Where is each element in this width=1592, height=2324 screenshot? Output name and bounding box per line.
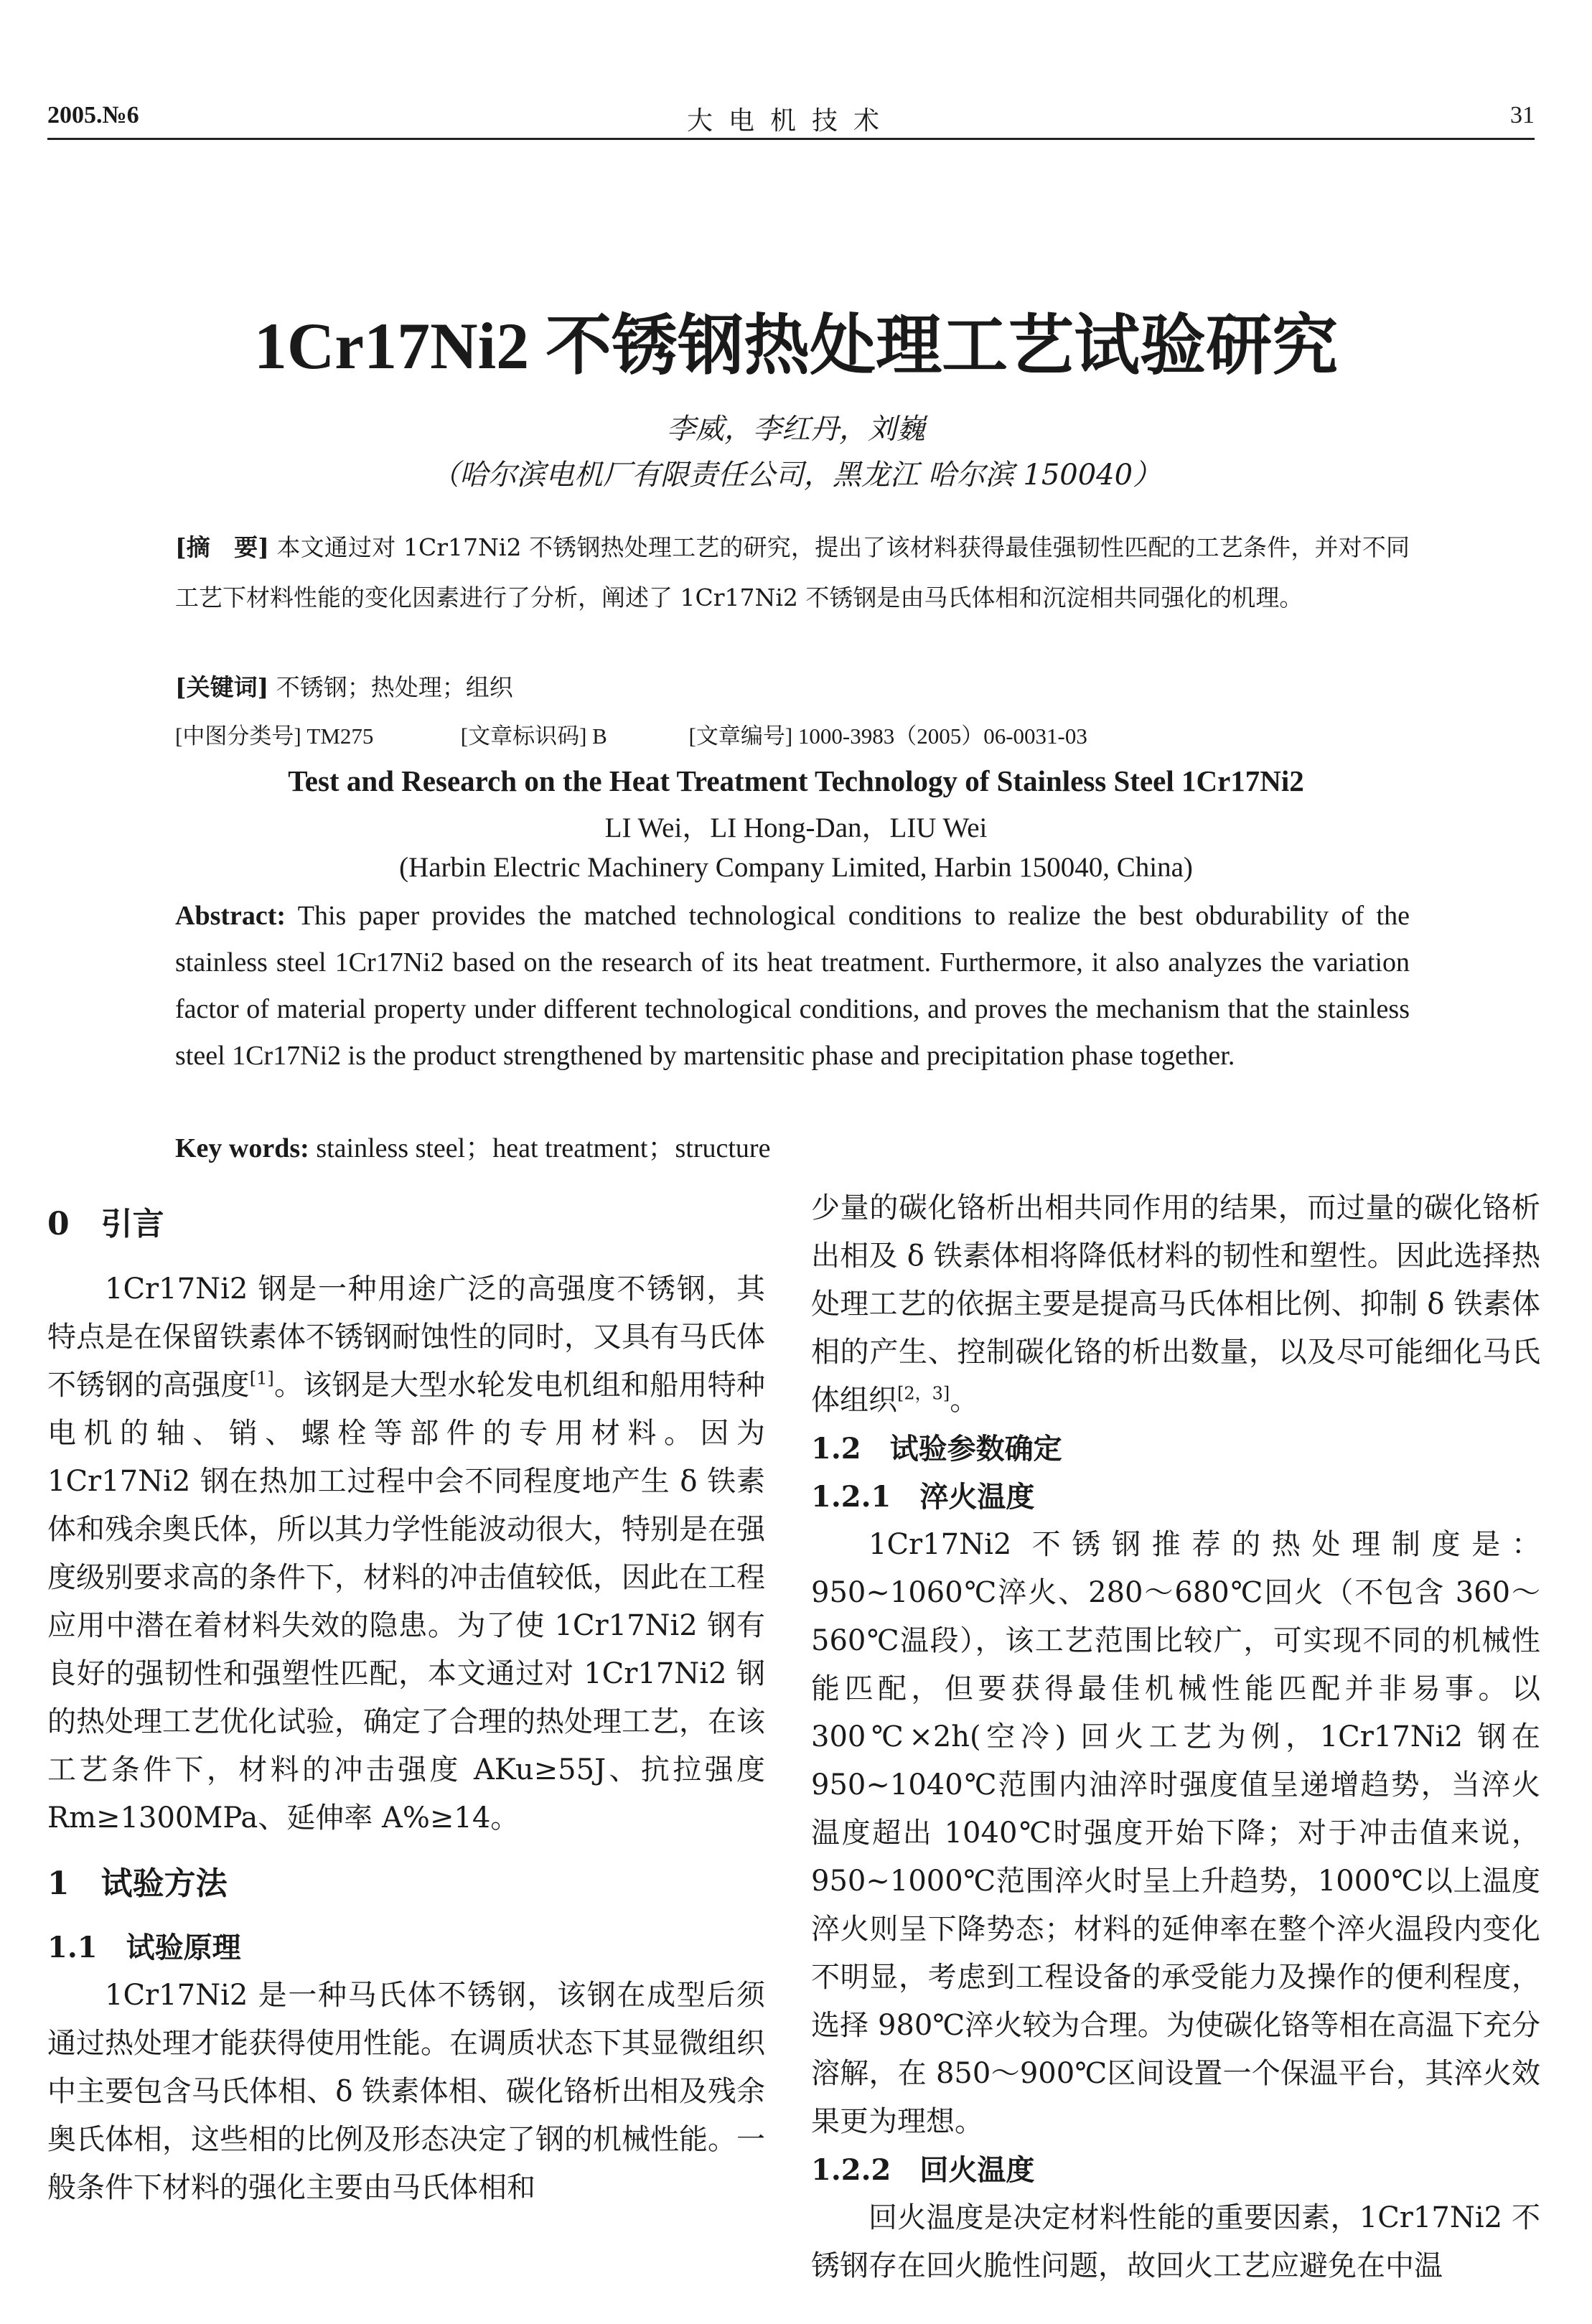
english-affiliation: (Harbin Electric Machinery Company Limited, Harbin 150040, China): [399, 852, 1193, 883]
section-1-2-1-heading: 1.2.1 淬火温度: [811, 1480, 1035, 1514]
english-authors: LI Wei，LI Hong-Dan，LIU Wei: [604, 812, 988, 843]
english-keywords-text: stainless steel；heat treatment；structure: [316, 1133, 771, 1163]
english-abstract-text: This paper provides the matched technological conditions to realize the best obdurability of the stainless steel 1Cr17Ni2 based on the research of its heat treatment. Furthermore, it also analyzes the variation factor of material property under different technological conditions, and proves the mechanism that the stainless steel 1Cr17Ni2 is the product strengthened by martensitic phase and precipitation phase together.: [175, 901, 1410, 1071]
section-1-2-2-heading: 1.2.2 回火温度: [811, 2153, 1035, 2187]
abstract-zh: [175, 523, 1410, 623]
continuation-text-b: 。: [950, 1384, 979, 1417]
section-1-2-2-paragraph: 回火温度是决定材料性能的重要因素，1Cr17Ni2 不锈钢存在回火脆性问题，故回火工艺应避免在中温: [811, 2201, 1540, 2282]
section-1-heading: 1 试验方法: [47, 1865, 228, 1902]
english-keywords: [175, 1125, 1410, 1165]
authors-zh: 李威，李红丹，刘巍: [667, 413, 925, 446]
abstract-zh-text: 本文通过对 1Cr17Ni2 不锈钢热处理工艺的研究，提出了该材料获得最佳强韧性匹配的工艺条件，并对不同工艺下材料性能的变化因素进行了分析，阐述了 1Cr17Ni2 不锈钢是由马氏体相和沉淀相共同强化的机理。: [175, 533, 1410, 612]
english-keywords-label: Key words:: [175, 1133, 309, 1163]
right-column: [811, 1184, 1540, 2290]
document-code: [文章标识码] B: [460, 723, 607, 749]
section-1-2-1-paragraph: 1Cr17Ni2 不锈钢推荐的热处理制度是：950~1060℃淬火、280～680℃回火（不包含 360～560℃温段），该工艺范围比较广，可实现不同的机械性能匹配，但要获得最佳机械性能匹配并非易事。以 300℃×2h(空冷) 回火工艺为例，1Cr17Ni2 钢在 950~1040℃范围内油淬时强度值呈递增趋势，当淬火温度超出 1040℃时强度开始下降；对于冲击值来说，950~1000℃范围淬火时呈上升趋势，1000℃以上温度淬火则呈下降势态；材料的延伸率在整个淬火温段内变化不明显，考虑到工程设备的承受能力及操作的便利程度，选择 980℃淬火较为合理。为使碳化铬等相在高温下充分溶解，在 850～900℃区间设置一个保温平台，其淬火效果更为理想。: [811, 1528, 1540, 2138]
keywords-zh-text: 不锈钢；热处理；组织: [276, 673, 513, 701]
affiliation-zh: （哈尔滨电机厂有限责任公司，黑龙江 哈尔滨 150040）: [430, 459, 1162, 492]
section-0-heading: 0 引言: [47, 1206, 164, 1242]
clc-number: [中图分类号] TM275: [175, 723, 374, 749]
english-abstract-label: Abstract:: [175, 901, 286, 931]
keywords-zh-tag: [关键词]: [175, 673, 269, 701]
article-number: [文章编号] 1000-3983（2005）06-0031-03: [688, 723, 1087, 749]
citation-2-3: [2，3]: [897, 1383, 950, 1404]
continuation-text-a: 少量的碳化铬析出相共同作用的结果，而过量的碳化铬析出相及 δ 铁素体相将降低材料的韧性和塑性。因此选择热处理工艺的依据主要是提高马氏体相比例、抑制 δ 铁素体相的产生、控制碳化铬的析出数量，以及尽可能细化马氏体组织: [811, 1191, 1540, 1417]
paper-title: 1Cr17Ni2 不锈钢热处理工艺试验研究: [253, 309, 1339, 383]
section-1-2-heading: 1.2 试验参数确定: [811, 1432, 1062, 1466]
running-header: [47, 95, 1535, 140]
section-1-1-paragraph: 1Cr17Ni2 是一种马氏体不锈钢，该钢在成型后须通过热处理才能获得使用性能。在调质状态下其显微组织中主要包含马氏体相、δ 铁素体相、碳化铬析出相及残余奥氏体相，这些相的比例及形态决定了钢的机械性能。一般条件下材料的强化主要由马氏体相和: [47, 1979, 765, 2204]
abstract-zh-tag: [摘 要]: [175, 533, 269, 561]
classification-line: [175, 718, 1410, 750]
citation-1: [1]: [249, 1368, 274, 1389]
section-0-text-b: 。该钢是大型水轮发电机组和船用特种电机的轴、销、螺栓等部件的专用材料。因为 1Cr17Ni2 钢在热加工过程中会不同程度地产生 δ 铁素体和残余奥氏体，所以其力学性能波动很大，特别是在强度级别要求高的条件下，材料的冲击值较低，因此在工程应用中潜在着材料失效的隐患。为了使 1Cr17Ni2 钢有良好的强韧性和强塑性匹配，本文通过对 1Cr17Ni2 钢的热处理工艺优化试验，确定了合理的热处理工艺，在该工艺条件下，材料的冲击强度 AKu≥55J、抗拉强度 Rm≥1300MPa、延伸率 A%≥14。: [47, 1369, 765, 1835]
issue-number: 2005.№6: [47, 102, 139, 128]
section-1-1-heading: 1.1 试验原理: [47, 1931, 241, 1964]
left-column: [47, 1184, 765, 2212]
section-0-text-a: 1Cr17Ni2 钢是一种用途广泛的高强度不锈钢，其特点是在保留铁素体不锈钢耐蚀性的同时，又具有马氏体不锈钢的高强度: [47, 1273, 765, 1402]
journal-name: 大电机技术: [686, 106, 895, 136]
page-number: 31: [1510, 102, 1535, 128]
english-abstract: [175, 893, 1410, 1079]
english-title: Test and Research on the Heat Treatment Technology of Stainless Steel 1Cr17Ni2: [288, 764, 1304, 797]
section-0-paragraph: [47, 1265, 765, 1842]
right-continuation-paragraph: [811, 1184, 1540, 1425]
keywords-zh: [175, 669, 1410, 703]
